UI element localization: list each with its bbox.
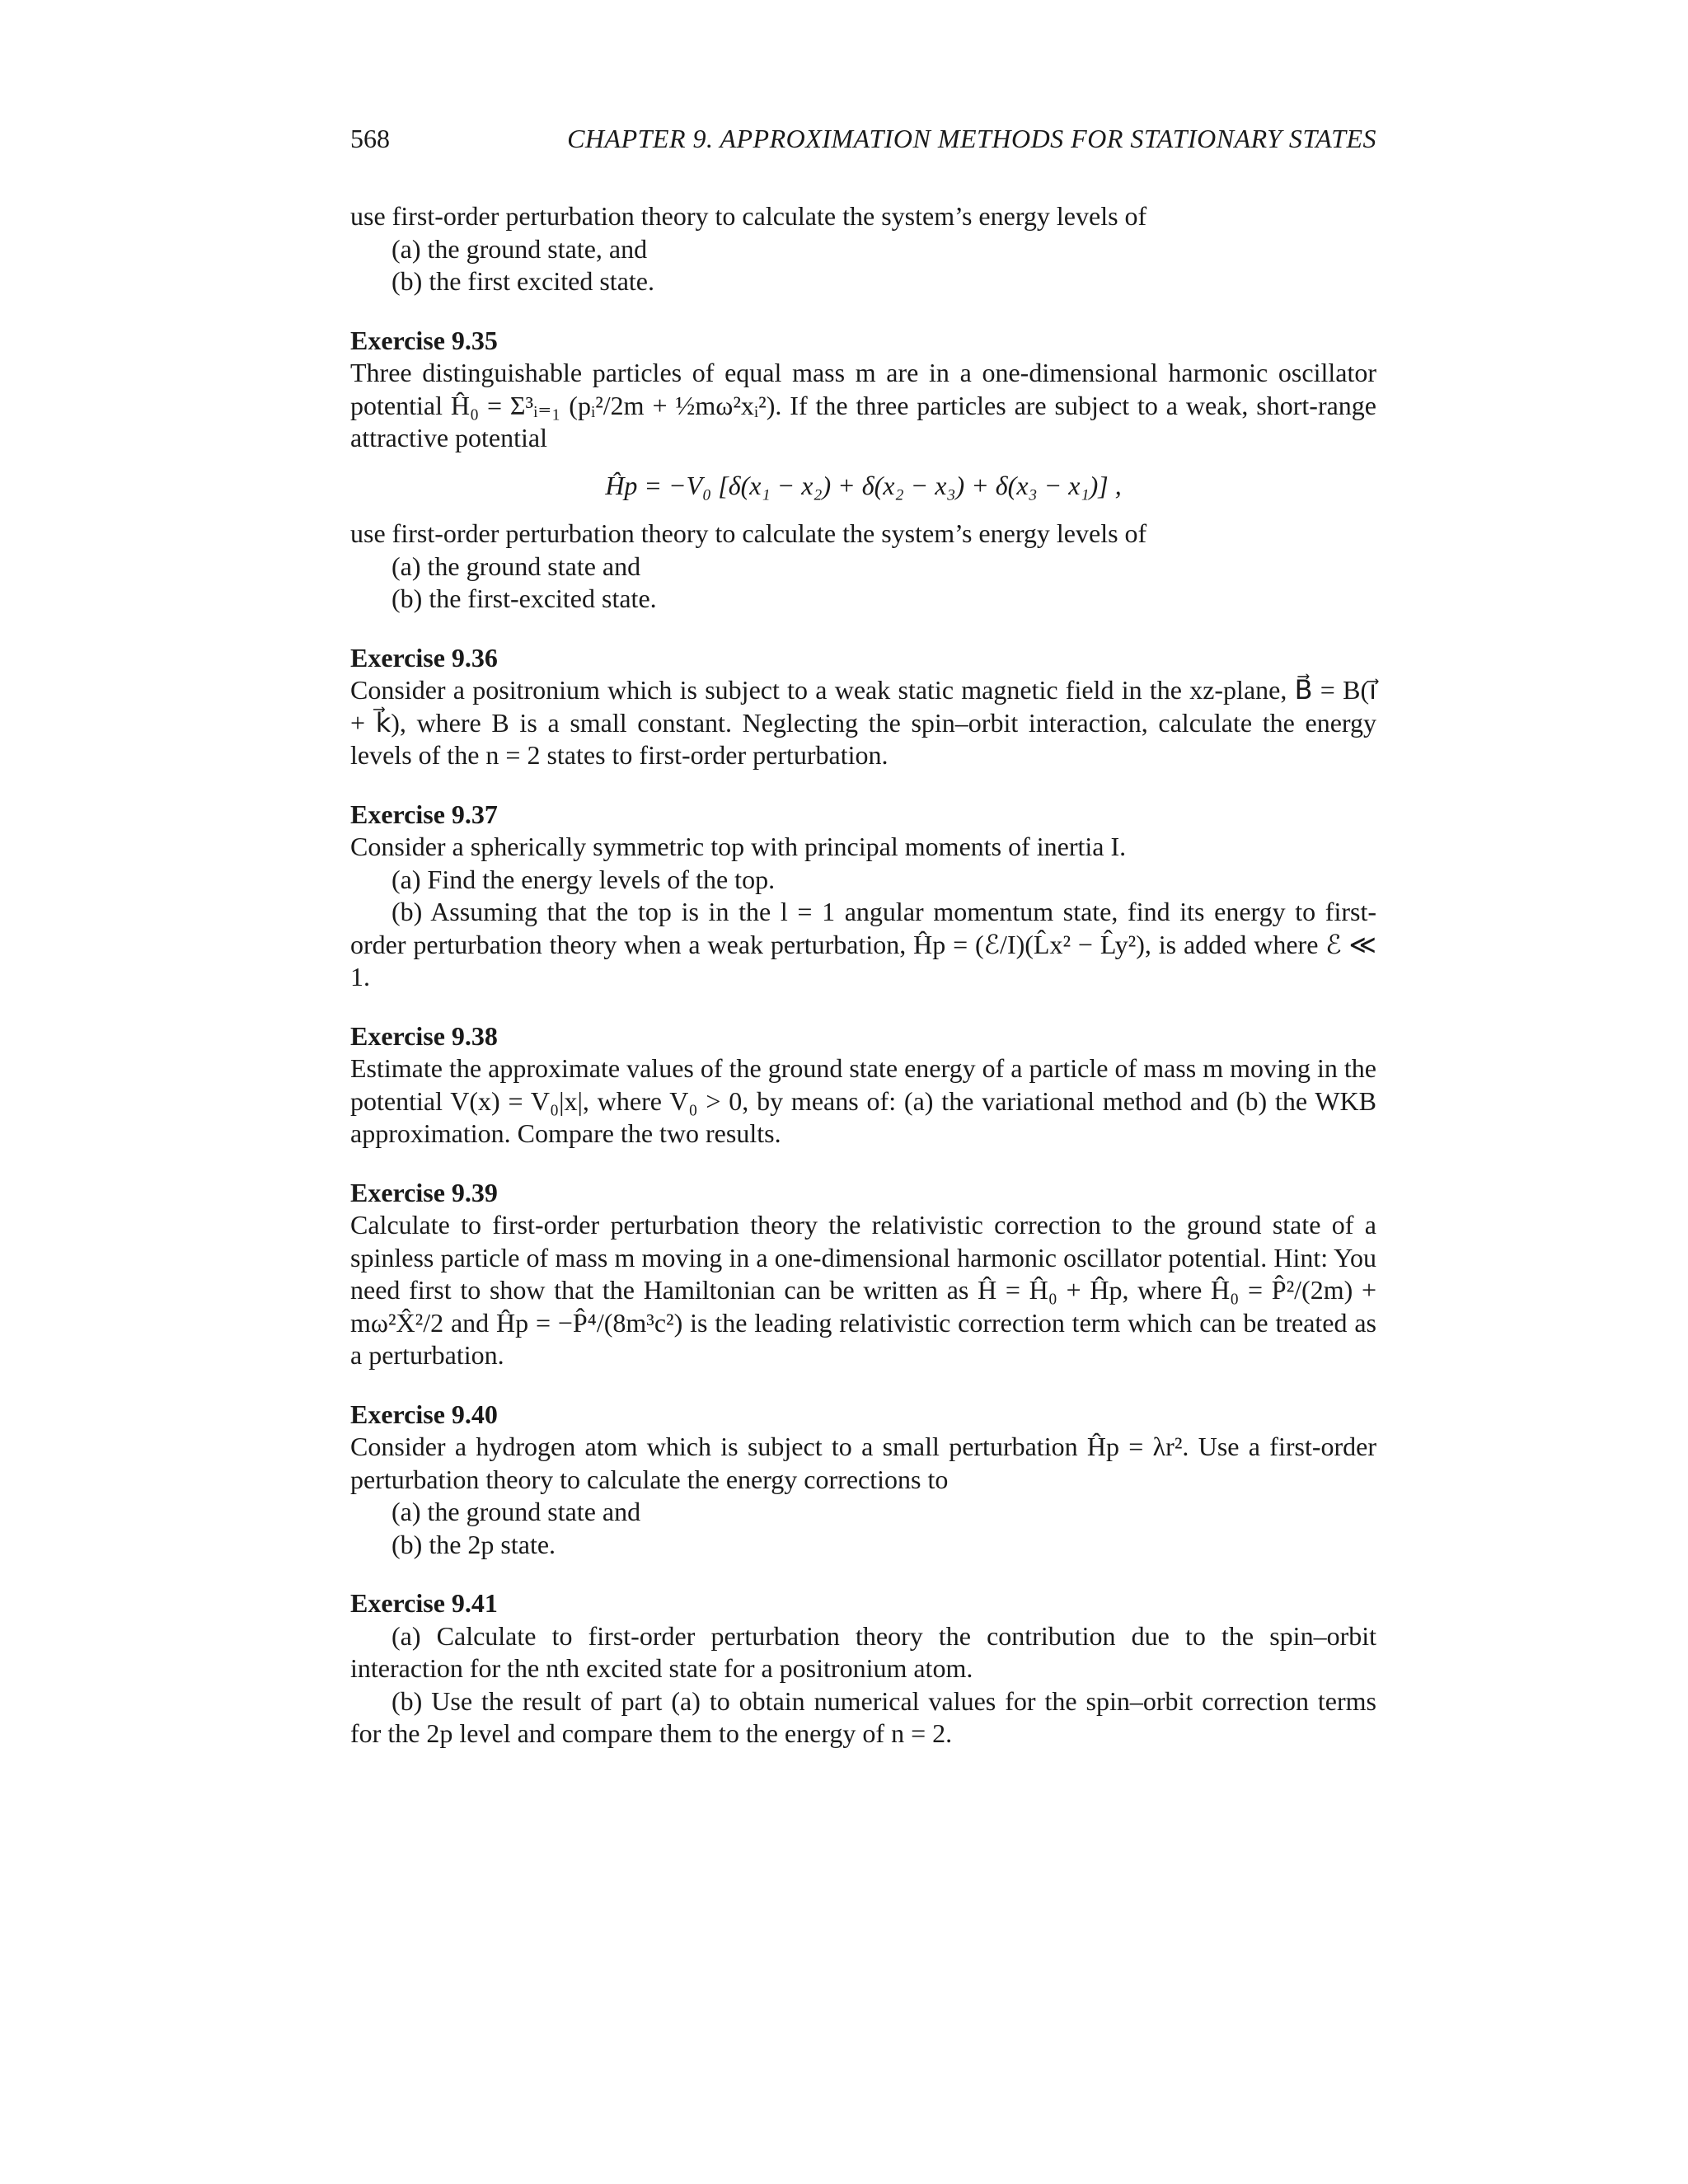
intro-item-b: (b) the first excited state.	[392, 266, 654, 296]
intro-line: use first-order perturbation theory to calculate the system’s energy levels of	[350, 201, 1147, 231]
exercise-9-40-title: Exercise 9.40	[350, 1399, 498, 1429]
exercise-9-36-text: Consider a positronium which is subject to a weak static magnetic field in the xz-plane, B⃗ = B(i⃗ + k⃗), where B is a small constant. Neglecting the spin–orbit interaction, calculate the energy levels of the n = 2 states to first-order perturbation.	[350, 675, 1376, 770]
exercise-9-41-item-a: (a) Calculate to first-order perturbation theory the contribution due to the spin–orbit interaction for the nth excited state for a positronium atom.	[350, 1620, 1376, 1683]
exercise-9-39-text: Calculate to first-order perturbation theory the relativistic correction to the ground state of a spinless particle of mass m moving in a one-dimensional harmonic oscillator potential. Hint: You need first to show that the Hamiltonian can be written as Ĥ = Ĥ₀ + Ĥp, where Ĥ₀ = P̂²/(2m) + mω²X̂²/2 and Ĥp = −P̂⁴/(8m³c²) is the leading relativistic correction term which can be treated as a perturbation.	[350, 1210, 1376, 1370]
exercise-9-37-title: Exercise 9.37	[350, 799, 498, 829]
exercise-9-35-item-b: (b) the first-excited state.	[392, 583, 657, 613]
exercise-9-40-item-b: (b) the 2p state.	[392, 1529, 556, 1559]
exercise-9-41-item-b: (b) Use the result of part (a) to obtain numerical values for the spin–orbit correction terms for the 2p level and compare them to the energy of n = 2.	[350, 1685, 1376, 1748]
exercise-9-40-text: Consider a hydrogen atom which is subject to a small perturbation Ĥp = λr². Use a first-order perturbation theory to calculate the energy corrections to	[350, 1432, 1376, 1494]
exercise-9-37-item-a: (a) Find the energy levels of the top.	[392, 864, 776, 894]
exercise-9-36-title: Exercise 9.36	[350, 642, 498, 673]
exercise-9-38-title: Exercise 9.38	[350, 1020, 498, 1051]
intro-item-a: (a) the ground state, and	[392, 233, 648, 264]
exercise-9-41-title: Exercise 9.41	[350, 1588, 498, 1618]
page-header	[350, 124, 1376, 154]
exercise-9-35-text-2: use first-order perturbation theory to calculate the system’s energy levels of	[350, 518, 1147, 548]
exercise-9-35-title: Exercise 9.35	[350, 325, 498, 355]
exercise-9-35-item-a: (a) the ground state and	[392, 551, 641, 581]
running-title: CHAPTER 9. APPROXIMATION METHODS FOR STATIONARY STATES	[567, 124, 1376, 153]
exercise-9-37-text: Consider a spherically symmetric top with principal moments of inertia I.	[350, 832, 1127, 861]
exercise-9-35-formula: Ĥp = −V₀ [δ(x₁ − x₂) + δ(x₂ − x₃) + δ(x₃ − x₁)] ,	[605, 470, 1122, 500]
page-body	[350, 200, 1376, 1750]
exercise-9-37-item-b: (b) Assuming that the top is in the l = 1 angular momentum state, find its energy to first-order perturbation theory when a weak perturbation, Ĥp = (ℰ/I)(L̂x² − L̂y²), is added where ℰ ≪ 1.	[350, 897, 1376, 991]
exercise-9-35-text: Three distinguishable particles of equal mass m are in a one-dimensional harmonic oscillator potential Ĥ₀ = Σ³ᵢ₌₁ (pᵢ²/2m + ½mω²xᵢ²). If the three particles are subject to a weak, short-range attractive potential	[350, 358, 1376, 452]
page-number: 568	[350, 124, 390, 153]
exercise-9-38-text: Estimate the approximate values of the ground state energy of a particle of mass m moving in the potential V(x) = V₀|x|, where V₀ > 0, by means of: (a) the variational method and (b) the WKB approximation. Compare the two results.	[350, 1053, 1376, 1148]
exercise-9-40-item-a: (a) the ground state and	[392, 1497, 641, 1526]
exercise-9-39-title: Exercise 9.39	[350, 1177, 498, 1207]
